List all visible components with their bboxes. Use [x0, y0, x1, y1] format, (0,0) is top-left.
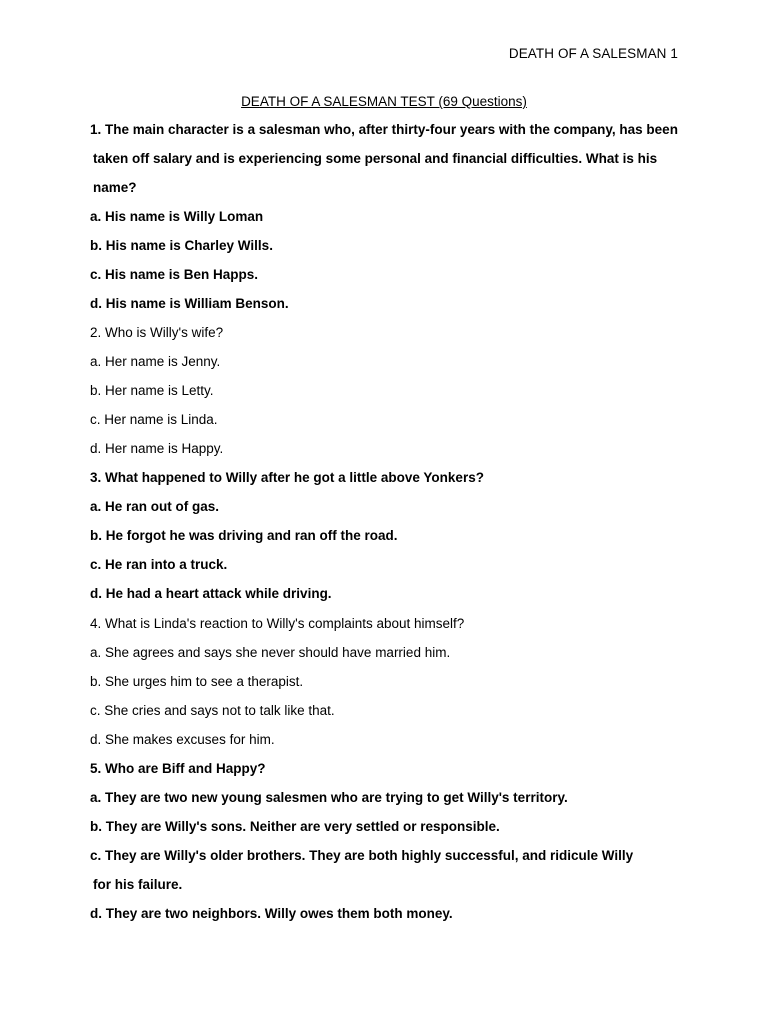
question-1-option-b: b. His name is Charley Wills.	[90, 238, 273, 253]
question-2-option-d: d. Her name is Happy.	[90, 441, 224, 456]
question-3-option-a: a. He ran out of gas.	[90, 499, 220, 514]
question-4-option-c: c. She cries and says not to talk like that.	[90, 703, 335, 718]
question-4-option-a: a. She agrees and says she never should have married him.	[90, 645, 451, 660]
question-4-option-b: b. She urges him to see a therapist.	[90, 674, 304, 689]
question-5-option-b: b. They are Willy's sons. Neither are very settled or responsible.	[90, 819, 500, 834]
question-2-option-b: b. Her name is Letty.	[90, 383, 214, 398]
question-3-option-d: d. He had a heart attack while driving.	[90, 586, 332, 601]
question-1-line-1: 1. The main character is a salesman who, after thirty-four years with the company, has been	[90, 122, 678, 137]
question-2-option-c: c. Her name is Linda.	[90, 412, 218, 427]
document-title-text: DEATH OF A SALESMAN TEST (69 Questions)	[241, 94, 527, 109]
question-5-line-1: 5. Who are Biff and Happy?	[90, 761, 266, 776]
question-1-option-d: d. His name is William Benson.	[90, 296, 289, 311]
question-3-line-1: 3. What happened to Willy after he got a little above Yonkers?	[90, 470, 484, 485]
question-4-line-1: 4. What is Linda's reaction to Willy's complaints about himself?	[90, 616, 465, 631]
question-5-option-d: d. They are two neighbors. Willy owes them both money.	[90, 906, 453, 921]
question-5-option-a: a. They are two new young salesmen who are trying to get Willy's territory.	[90, 790, 568, 805]
question-3-option-b: b. He forgot he was driving and ran off the road.	[90, 528, 398, 543]
question-1-option-a: a. His name is Willy Loman	[90, 209, 264, 224]
question-4-option-d: d. She makes excuses for him.	[90, 732, 275, 747]
question-2-line-1: 2. Who is Willy's wife?	[90, 325, 224, 340]
running-head: DEATH OF A SALESMAN 1	[508, 46, 678, 61]
question-5-option-c-line-2: for his failure.	[93, 877, 183, 892]
question-1-line-2: taken off salary and is experiencing some personal and financial difficulties. What is his	[93, 151, 658, 166]
question-2-option-a: a. Her name is Jenny.	[90, 354, 221, 369]
question-1-option-c: c. His name is Ben Happs.	[90, 267, 259, 282]
document-title	[0, 94, 768, 109]
question-1-line-3: name?	[93, 180, 137, 195]
question-3-option-c: c. He ran into a truck.	[90, 557, 228, 572]
question-5-option-c: c. They are Willy's older brothers. They are both highly successful, and ridicule Willy	[90, 848, 634, 863]
